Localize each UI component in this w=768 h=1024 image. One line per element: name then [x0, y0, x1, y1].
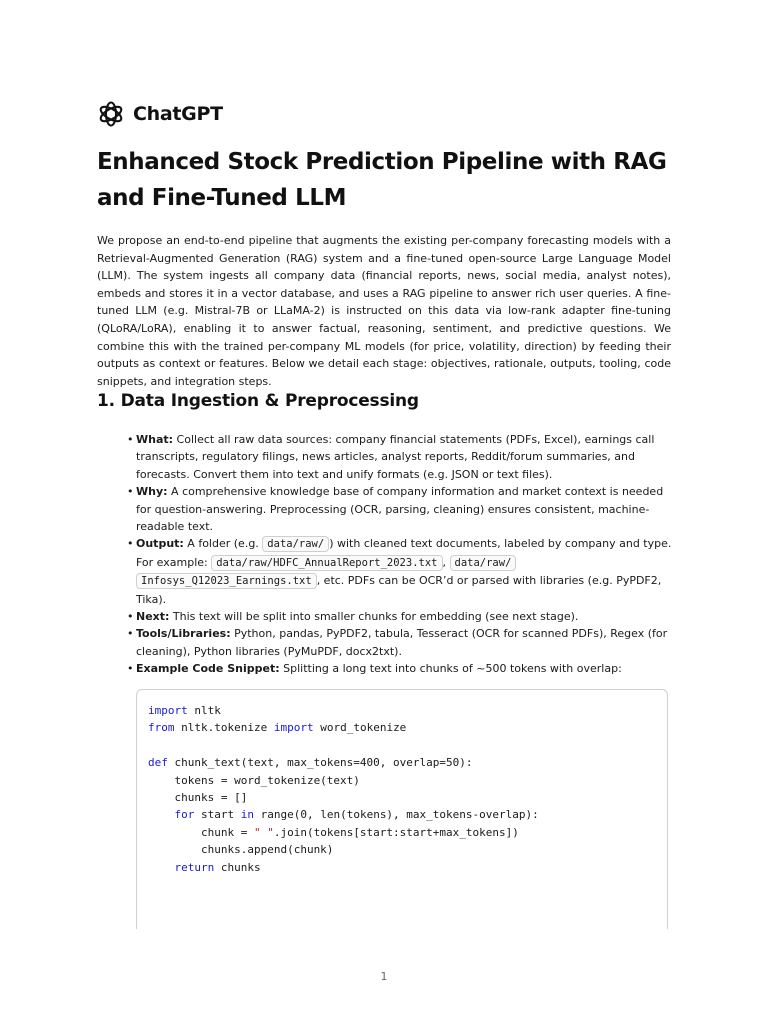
inline-code: Infosys_Q12023_Earnings.txt [136, 573, 317, 589]
code-text: range(0, len(tokens), max_tokens-overlap): [253, 808, 539, 822]
code-text: tokens = word_tokenize(text) [148, 773, 360, 787]
bullet-text: , etc. PDFs can be OCR’d or parsed with libraries (e.g. PyPDF2, Tika). [136, 574, 662, 606]
brand-logo [97, 100, 223, 128]
code-text: chunks.append(chunk) [148, 843, 334, 857]
bullet-text: , [442, 555, 450, 569]
bullet-text: A folder (e.g. [183, 537, 263, 551]
code-keyword: import [148, 704, 188, 717]
inline-code: data/raw/ [262, 536, 329, 552]
bullet-text: Collect all raw data sources: company financial statements (PDFs, Excel), earnings call transcripts, regulatory filings, news articles, analyst reports, Reddit/forum summaries, and forecasts. Convert them into text and unify formats (e.g. JSON or text files). [136, 433, 655, 481]
intro-paragraph: We propose an end-to-end pipeline that augments the existing per-company forecasting models with a Retrieval-Augmented Generation (RAG) system and a fine-tuned open-source Large Language Model (LLM). The system ingests all company data (financial reports, news, social media, analyst notes), embeds and stores it in a vector database, and uses a RAG pipeline to answer rich user queries. A fine-tuned LLM (e.g. Mistral-7B or LLaMA-2) is instructed on this data via low-rank adapter fine-tuning (QLoRA/LoRA), enabling it to answer factual, reasoning, sentiment, and predictive questions. We combine this with the trained per-company ML models (for price, volatility, direction) by feeding their outputs as context or features. Below we detail each stage: objectives, rationale, outputs, tooling, code snippets, and integration steps. [97, 234, 671, 388]
code-text: start [194, 808, 241, 822]
bullet-output [127, 535, 675, 608]
inline-code: data/raw/HDFC_AnnualReport_2023.txt [211, 555, 442, 571]
code-text: .join(tokens[start:start+max_tokens]) [273, 825, 519, 839]
code-text: chunks [214, 860, 261, 874]
brand-name: ChatGPT [133, 103, 223, 125]
bullet-text: This text will be split into smaller chunks for embedding (see next stage). [169, 610, 579, 624]
section-heading: 1. Data Ingestion & Preprocessing [97, 391, 419, 411]
bullet-tools [127, 625, 675, 660]
code-keyword: in [240, 808, 254, 822]
section-bullet-list [127, 431, 675, 678]
bullet-label: Next: [136, 610, 170, 624]
inline-code: data/raw/ [450, 555, 517, 571]
code-text [148, 808, 175, 821]
code-string: " " [253, 825, 274, 839]
bullet-example [127, 660, 675, 677]
code-text: nltk [187, 704, 221, 717]
bullet-label: Output: [136, 537, 184, 551]
code-block [136, 689, 668, 929]
code-keyword: from [148, 721, 175, 735]
code-keyword: for [174, 808, 195, 822]
code-text: chunks = [] [148, 791, 248, 805]
bullet-why [127, 483, 675, 535]
code-keyword: import [273, 721, 314, 735]
bullet-what [127, 431, 675, 483]
page-number: 1 [380, 970, 388, 983]
bullet-label: Why: [136, 485, 168, 499]
bullet-next [127, 608, 675, 625]
bullet-label: Example Code Snippet: [136, 662, 280, 676]
code-keyword: return [174, 860, 215, 874]
openai-knot-icon [97, 100, 125, 128]
bullet-text: A comprehensive knowledge base of company information and market context is needed for question-answering. Preprocessing (OCR, parsing, cleaning) ensures consistent, machine-readable text. [136, 485, 664, 534]
bullet-text: Python, pandas, PyPDF2, tabula, Tesseract (OCR for scanned PDFs), Regex (for cleaning), Python libraries (PyMuPDF, docx2txt). [136, 627, 668, 658]
code-text: word_tokenize [313, 721, 407, 735]
page-title: Enhanced Stock Prediction Pipeline with RAG and Fine-Tuned LLM [97, 149, 667, 211]
code-text [148, 861, 175, 874]
code-text: chunk_text(text, max_tokens=400, overlap=50): [167, 756, 473, 770]
bullet-text: Splitting a long text into chunks of ~500 tokens with overlap: [279, 662, 622, 676]
bullet-label: What: [136, 433, 174, 446]
bullet-text: ) with cleaned text documents, labeled by company and type. For example: [136, 537, 672, 569]
code-text: nltk.tokenize [174, 721, 274, 735]
code-keyword: def [148, 756, 168, 770]
bullet-label: Tools/Libraries: [136, 627, 231, 641]
code-text: chunk = [148, 825, 254, 839]
